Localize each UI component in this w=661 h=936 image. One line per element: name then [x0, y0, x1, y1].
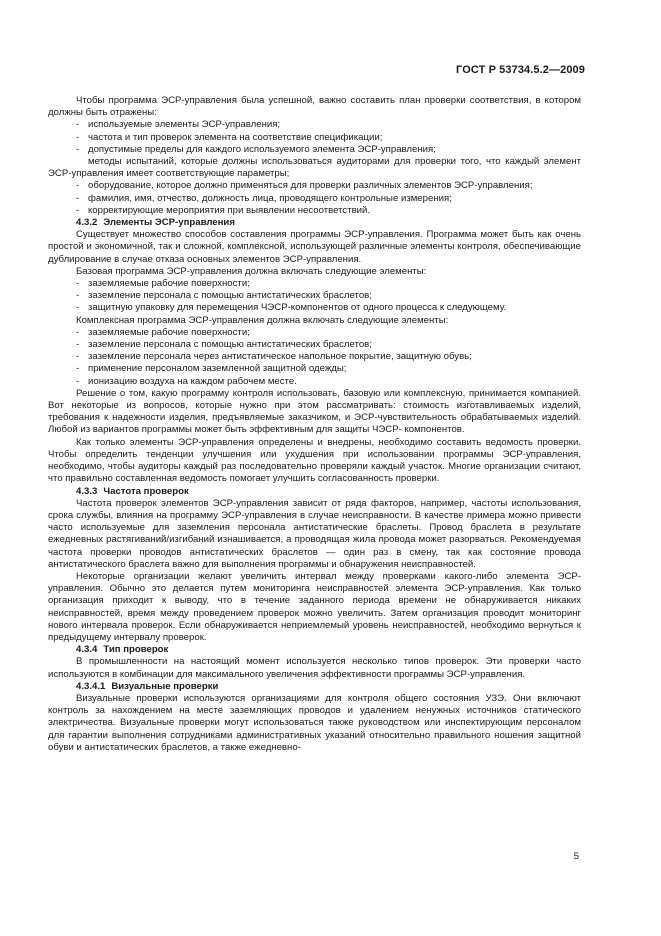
list-item: - ионизацию воздуха на каждом рабочем месте.	[48, 376, 581, 388]
section-heading-4-3-3	[48, 486, 581, 498]
section-number: 4.3.3	[76, 485, 98, 497]
list-item: - фамилия, имя, отчество, должность лица, проводящего контрольные измерения;	[48, 193, 581, 205]
plan-list	[48, 119, 581, 217]
paragraph: Существует множество способов составления программы ЭСР-управления. Программа может быть как очень простой и экономичной, так и сложной, комплексной, использующей различные элементы контроля, обеспечивающие дублирование в случае отказа основных элементов ЭСР-управления.	[48, 229, 581, 265]
page-number: 5	[573, 851, 579, 862]
complex-program-list	[48, 327, 581, 388]
section-title: Частота проверок	[103, 485, 189, 497]
list-item: - заземляемые рабочие поверхности;	[48, 327, 581, 339]
section-number: 4.3.4	[76, 644, 98, 656]
paragraph: Некоторые организации желают увеличить интервал между проверками какого-либо элемента ЭСР-управления. Обычно это делается путем мониторинга неисправностей элемента ЭСР-управления. Как только организация приходит к выводу, что в течение заданного периода времени не обнаруживается никаких неисправностей, время между проведением проверок можно увеличить. Затем организация проводит мониторинг нового интервала проверок. Если обнаруживается неприемлемый уровень неисправностей, необходимо вернуться к предыдущему интервалу проверок.	[48, 570, 581, 643]
section-title: Тип проверок	[103, 644, 169, 656]
list-item: - заземление персонала с помощью антистатических браслетов;	[48, 290, 581, 302]
document-body	[48, 95, 581, 754]
list-item: - оборудование, которое должно применяться для проверки различных элементов ЭСР-управления;	[48, 180, 581, 192]
document-header: ГОСТ Р 53734.5.2—2009	[456, 64, 585, 76]
paragraph: В промышленности на настоящий момент используется несколько типов проверок. Эти проверки часто используются в комбинации для максимального увеличения эффективности программы ЭСР-управления.	[48, 656, 581, 680]
section-title: Элементы ЭСР-управления	[103, 217, 235, 229]
list-item: - защитную упаковку для перемещения ЧЭСР-компонентов от одного процесса к следующему.	[48, 302, 581, 314]
section-number: 4.3.2	[76, 217, 98, 229]
basic-program-list	[48, 278, 581, 315]
paragraph: Комплексная программа ЭСР-управления должна включать следующие элементы:	[76, 314, 449, 326]
paragraph-intro: Чтобы программа ЭСР-управления была успешной, важно составить план проверки соответствия, в котором должны быть отражены:	[48, 95, 581, 119]
section-number: 4.3.4.1	[76, 680, 106, 692]
paragraph: Как только элементы ЭСР-управления определены и внедрены, необходимо составить ведомость проверки. Чтобы определить тенденции улучшения или ухудшения при использовании программы ЭСР-управления, необходимо, чтобы аудиторы каждый раз последовательно проверяли каждый участок. Многие организации считают, что правильно составленная ведомость помогает улучшить согласованность проверки.	[48, 436, 581, 485]
paragraph: Базовая программа ЭСР-управления должна включать следующие элементы:	[76, 265, 427, 277]
list-item: - используемые элементы ЭСР-управления;	[48, 119, 581, 131]
list-item: - допустимые пределы для каждого используемого элемента ЭСР-управления;	[48, 144, 581, 156]
paragraph: Визуальные проверки используются организациями для контроля общего состояния УЗЭ. Они включают контроль за нахождением на месте заземляющих проводов и удалением ненужных источников статического электричества. Визуальные проверки могут использоваться также руководством или инспектирующим персоналом для гарантии выполнения сотрудниками административных указаний относительно правильного ношения защитной обуви и антистатических браслетов, а также ежедневно-	[48, 692, 581, 753]
list-item: - заземление персонала с помощью антистатических браслетов;	[48, 339, 581, 351]
section-heading-4-3-4-1	[48, 681, 581, 693]
list-item: - методы испытаний, которые должны использоваться аудиторами для проверки того, что каждый элемент ЭСР-управления имеет соответствующие параметры;	[48, 156, 581, 180]
paragraph: Решение о том, какую программу контроля использовать, базовую или комплексную, принимается компанией. Вот некоторые из вопросов, которые нужно при этом рассматривать: стоимость изготавливаемых изделий, требования к надежности изделия, предъявляемые заказчиком, и ЭСР-чувствительность обрабатываемых изделий. Любой из вариантов программы может быть эффективным для защиты ЧЭСР- компонентов.	[48, 387, 581, 436]
paragraph: Частота проверок элементов ЭСР-управления зависит от ряда факторов, например, частоты использования, срока службы, влияния на программу ЭСР-управления в случае неисправности. В качестве примера можно привести часто используемые для заземления персонала антистатические браслеты. Провод браслета в результате ежедневных растягиваний/изгибаний изнашивается, а проводящая жила провода может разорваться. Рекомендуемая частота проверки проводов антистатических браслетов — один раз в смену, так как состояние провода антистатического браслета важно для выполнения программы и обнаружения неисправностей.	[48, 497, 581, 570]
list-item: - частота и тип проверок элемента на соответствие спецификации;	[48, 132, 581, 144]
list-item: - заземляемые рабочие поверхности;	[48, 278, 581, 290]
section-heading-4-3-2	[48, 217, 581, 229]
section-heading-4-3-4	[48, 644, 581, 656]
section-title: Визуальные проверки	[111, 680, 219, 692]
list-item: - заземление персонала через антистатическое напольное покрытие, защитную обувь;	[48, 351, 581, 363]
list-item: - корректирующие мероприятия при выявлении несоответствий.	[48, 205, 581, 217]
list-item: - применение персоналом заземленной защитной одежды;	[48, 363, 581, 375]
